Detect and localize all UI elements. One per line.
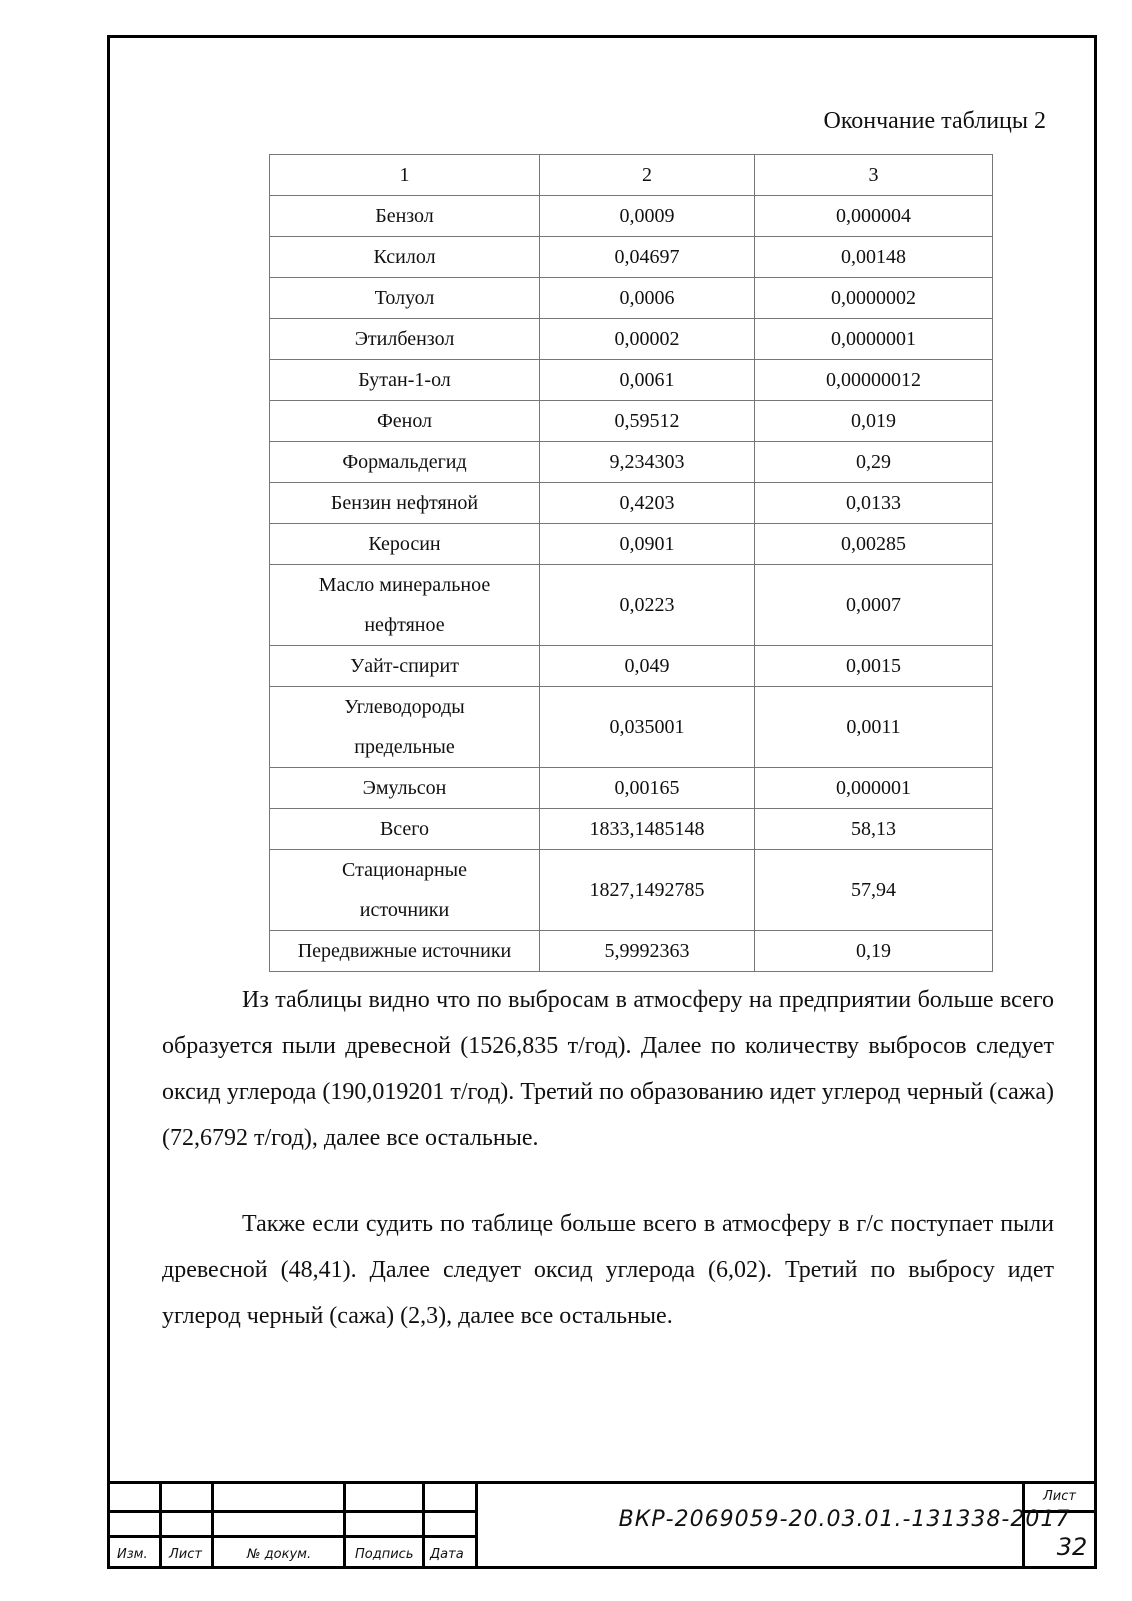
substance-name-cell: [270, 278, 540, 319]
substance-name-line: Уайт-спирит: [350, 655, 459, 677]
substance-name-cell: [270, 196, 540, 237]
paragraph-2: Также если судить по таблице больше всего в атмосферу в г/с поступает пыли древесной (48,41). Далее следует оксид углерода (6,02). Третий по выбросу идет углерод черный (сажа) (2,3), далее все остальные.: [162, 1211, 1054, 1329]
value-cell-col3: 0,000001: [755, 768, 993, 809]
table-row: [270, 442, 993, 483]
value-cell-col3: 0,29: [755, 442, 993, 483]
substance-name-cell: [270, 483, 540, 524]
sheet-label: Лист: [1043, 1489, 1076, 1504]
table-row: [270, 483, 993, 524]
sheet-number: 32: [1056, 1533, 1088, 1561]
substance-name-line: Передвижные источники: [297, 940, 512, 962]
substance-name-line: Масло минеральное: [318, 574, 491, 596]
header-cell: 1: [270, 155, 540, 196]
table-row: [270, 565, 993, 646]
value-cell-col3: 0,019: [755, 401, 993, 442]
value-cell-col2: 0,04697: [540, 237, 755, 278]
table-caption: Окончание таблицы 2: [823, 108, 1046, 134]
table-row: [270, 850, 993, 931]
value-cell-col2: 1833,1485148: [540, 809, 755, 850]
table-row: [270, 524, 993, 565]
value-cell-col3: 0,0015: [755, 646, 993, 687]
substance-name-line: Бензол: [375, 205, 434, 227]
substance-name-line: нефтяное: [364, 614, 445, 636]
substance-name-line: Бутан-1-ол: [358, 369, 451, 391]
value-cell-col3: 0,00000012: [755, 360, 993, 401]
substance-name-line: Керосин: [368, 533, 441, 555]
value-cell-col3: 0,19: [755, 931, 993, 972]
value-cell-col3: 0,00148: [755, 237, 993, 278]
doc-number-label: № докум.: [247, 1547, 312, 1562]
substance-name-cell: [270, 319, 540, 360]
table-row: [270, 278, 993, 319]
substance-name-cell: [270, 401, 540, 442]
value-cell-col3: 0,0011: [755, 687, 993, 768]
value-cell-col3: 58,13: [755, 809, 993, 850]
table-row: [270, 687, 993, 768]
value-cell-col2: 0,00165: [540, 768, 755, 809]
value-cell-col2: 0,4203: [540, 483, 755, 524]
table-row: [270, 319, 993, 360]
table-row: [270, 931, 993, 972]
substance-name-line: Всего: [379, 818, 430, 840]
substance-name-line: Бензин нефтяной: [330, 492, 479, 514]
value-cell-col3: 0,0000002: [755, 278, 993, 319]
value-cell-col2: 0,035001: [540, 687, 755, 768]
substance-name-cell: [270, 768, 540, 809]
value-cell-col3: 0,00285: [755, 524, 993, 565]
substance-name-cell: [270, 360, 540, 401]
substance-name-cell: [270, 850, 540, 931]
value-cell-col2: 0,0006: [540, 278, 755, 319]
emissions-table: [269, 154, 993, 972]
value-cell-col3: 57,94: [755, 850, 993, 931]
title-block: [107, 1481, 1097, 1569]
value-cell-col2: 1827,1492785: [540, 850, 755, 931]
substance-name-line: Углеводороды: [344, 696, 465, 718]
table-row: [270, 196, 993, 237]
substance-name-line: Формальдегид: [342, 451, 467, 473]
substance-name-line: Ксилол: [373, 246, 436, 268]
table-row: [270, 646, 993, 687]
table-row: [270, 401, 993, 442]
table-row: [270, 237, 993, 278]
substance-name-cell: [270, 237, 540, 278]
value-cell-col2: 0,59512: [540, 401, 755, 442]
table-row: [270, 768, 993, 809]
value-cell-col2: 0,049: [540, 646, 755, 687]
header-cell: 2: [540, 155, 755, 196]
document-code: ВКР-2069059-20.03.01.-131338-2017: [618, 1507, 1071, 1532]
substance-name-cell: [270, 442, 540, 483]
header-cell: 3: [755, 155, 993, 196]
value-cell-col3: 0,0007: [755, 565, 993, 646]
substance-name-cell: [270, 565, 540, 646]
value-cell-col2: 5,9992363: [540, 931, 755, 972]
substance-name-line: источники: [359, 899, 450, 921]
value-cell-col3: 0,000004: [755, 196, 993, 237]
table-row: [270, 360, 993, 401]
value-cell-col2: 9,234303: [540, 442, 755, 483]
paragraph-1: Из таблицы видно что по выбросам в атмосферу на предприятии больше всего образуется пыли древесной (1526,835 т/год). Далее по количеству выбросов следует оксид углерода (190,019201 т/год). Третий по образованию идет углерод черный (сажа) (72,6792 т/год), далее все остальные.: [162, 987, 1054, 1151]
signature-label: Подпись: [355, 1547, 414, 1562]
value-cell-col2: 0,0223: [540, 565, 755, 646]
izm-label: Изм.: [117, 1547, 148, 1562]
date-label: Дата: [430, 1547, 464, 1562]
substance-name-cell: [270, 931, 540, 972]
list-label: Лист: [169, 1547, 202, 1562]
value-cell-col2: 0,0901: [540, 524, 755, 565]
substance-name-cell: [270, 524, 540, 565]
table-header-row: [270, 155, 993, 196]
substance-name-line: Стационарные: [342, 859, 467, 881]
value-cell-col3: 0,0133: [755, 483, 993, 524]
substance-name-cell: [270, 809, 540, 850]
substance-name-cell: [270, 646, 540, 687]
value-cell-col2: 0,0061: [540, 360, 755, 401]
substance-name-line: Эмульсон: [362, 777, 447, 799]
value-cell-col2: 0,0009: [540, 196, 755, 237]
value-cell-col2: 0,00002: [540, 319, 755, 360]
substance-name-line: Этилбензол: [354, 328, 455, 350]
table-row: [270, 809, 993, 850]
substance-name-line: предельные: [354, 736, 455, 758]
substance-name-line: Фенол: [376, 410, 433, 432]
value-cell-col3: 0,0000001: [755, 319, 993, 360]
substance-name-cell: [270, 687, 540, 768]
substance-name-line: Толуол: [374, 287, 435, 309]
